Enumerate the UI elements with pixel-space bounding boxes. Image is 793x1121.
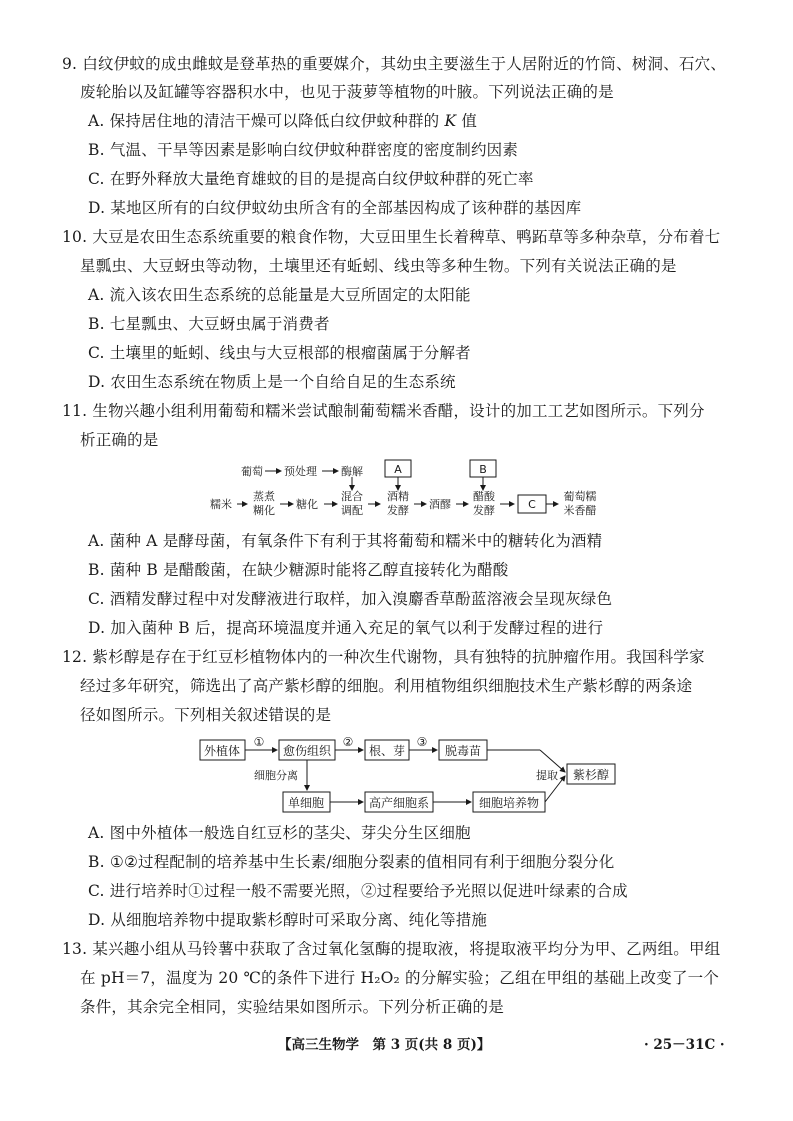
box-taxol: 紫杉醇: [572, 768, 610, 782]
q11-option-d: D. 加入菌种 B 后，提高环境温度并通入充足的氧气以利于发酵过程的进行: [88, 619, 604, 637]
label-rice: 糯米: [210, 498, 232, 511]
label-enzymolysis: 酶解: [341, 465, 363, 478]
k-symbol: K: [444, 112, 457, 130]
q11-stem-line2: 析正确的是: [80, 431, 159, 449]
label-ferment-1: 发酵: [387, 504, 409, 517]
label-blend: 调配: [341, 504, 363, 517]
box-single-cell: 单细胞: [287, 796, 325, 810]
q12-option-d: D. 从细胞培养物中提取紫杉醇时可采取分离、纯化等措施: [88, 911, 488, 929]
q11-stem-line1: 11. 生物兴趣小组利用葡萄和糯米尝试酿制葡萄糯米香醋，设计的加工工艺如图所示。下列分: [62, 402, 705, 420]
q11-option-b: B. 菌种 B 是醋酸菌，在缺少糖源时能将乙醇直接转化为醋酸: [88, 561, 509, 579]
box-high-yield-line: 高产细胞系: [368, 796, 430, 810]
q9-stem-line2: 废轮胎以及缸罐等容器积水中，也见于菠萝等植物的叶腋。下列说法正确的是: [80, 83, 614, 101]
q11-option-c: C. 酒精发酵过程中对发酵液进行取样，加入溴麝香草酚蓝溶液会呈现灰绿色: [88, 590, 613, 608]
q12-option-c: C. 进行培养时①过程一般不需要光照，②过程要给予光照以促进叶绿素的合成: [88, 882, 628, 900]
q13-stem-line1: 13. 某兴趣小组从马铃薯中获取了含过氧化氢酶的提取液，将提取液平均分为甲、乙两组。甲组: [62, 940, 721, 958]
q11-option-a: A. 菌种 A 是酵母菌，有氧条件下有利于其将葡萄和糯米中的糖转化为酒精: [88, 532, 603, 550]
label-gelatinize: 糊化: [253, 504, 275, 517]
label-mix: 混合: [341, 490, 363, 503]
box-root-bud: 根、芽: [368, 744, 406, 758]
q12-stem-line2: 经过多年研究，筛选出了高产紫杉醇的细胞。利用植物组织细胞技术生产紫杉醇的两条途: [80, 677, 693, 695]
box-cell-culture: 细胞培养物: [478, 796, 540, 810]
q9-option-a-tail: 值: [461, 112, 478, 130]
label-grape: 葡萄: [241, 465, 263, 478]
step-2-label: ②: [342, 735, 354, 749]
q10-option-a: A. 流入该农田生态系统的总能量是大豆所固定的太阳能: [88, 286, 471, 304]
label-mash: 酒醪: [429, 498, 451, 511]
page-footer-code: · 25－31C ·: [644, 1037, 725, 1053]
box-seedling: 脱毒苗: [444, 744, 482, 758]
q12-option-a: A. 图中外植体一般选自红豆杉的茎尖、芽尖分生区细胞: [88, 824, 471, 842]
box-b-label: B: [479, 463, 487, 476]
q10-option-c: C. 土壤里的蚯蚓、线虫与大豆根部的根瘤菌属于分解者: [88, 344, 471, 362]
label-saccharify: 糖化: [296, 498, 318, 511]
box-explant: 外植体: [203, 744, 241, 758]
label-steam: 蒸煮: [253, 490, 275, 503]
q13-stem-line3: 条件，其余完全相同，实验结果如图所示。下列分析正确的是: [80, 998, 504, 1016]
label-extract: 提取: [536, 769, 558, 782]
q10-option-b: B. 七星瓢虫、大豆蚜虫属于消费者: [88, 315, 330, 333]
label-product-1: 葡萄糯: [563, 490, 597, 503]
label-alcohol: 酒精: [387, 490, 409, 503]
q12-option-b: B. ①②过程配制的培养基中生长素/细胞分裂素的值相同有利于细胞分裂分化: [88, 853, 615, 871]
q12-stem-line3: 径如图所示。下列相关叙述错误的是: [80, 706, 332, 724]
box-a-label: A: [394, 463, 402, 476]
q10-option-d: D. 农田生态系统在物质上是一个自给自足的生态系统: [88, 373, 456, 391]
q12-stem-line1: 12. 紫杉醇是存在于红豆杉植物体内的一种次生代谢物，具有独特的抗肿瘤作用。我国科学家: [62, 648, 705, 666]
box-c-label: C: [528, 498, 536, 511]
step-1-label: ①: [253, 735, 265, 749]
q9-option-d: D. 某地区所有的白纹伊蚊幼虫所含有的全部基因构成了该种群的基因库: [88, 199, 582, 217]
page-footer-title: 【高三生物学 第 3 页(共 8 页)】: [278, 1037, 491, 1053]
q9-option-b: B. 气温、干旱等因素是影响白纹伊蚊种群密度的密度制约因素: [88, 141, 519, 159]
step-3-label: ③: [416, 735, 428, 749]
label-pretreat: 预处理: [284, 465, 317, 478]
q9-option-c: C. 在野外释放大量绝育雄蚊的目的是提高白纹伊蚊种群的死亡率: [88, 170, 534, 188]
q13-stem-line2: 在 pH＝7，温度为 20 ℃的条件下进行 H₂O₂ 的分解实验；乙组在甲组的基础上改变了一个: [80, 969, 720, 987]
box-callus: 愈伤组织: [282, 744, 332, 758]
label-acetic: 醋酸: [473, 490, 495, 503]
label-product-2: 米香醋: [563, 504, 597, 517]
q10-stem-line2: 星瓢虫、大豆蚜虫等动物，土壤里还有蚯蚓、线虫等多种生物。下列有关说法正确的是: [80, 257, 677, 275]
q9-stem-line1: 9. 白纹伊蚊的成虫雌蚊是登革热的重要媒介，其幼虫主要滋生于人居附近的竹筒、树洞、石穴、: [62, 55, 727, 73]
label-ferment-2: 发酵: [473, 504, 495, 517]
q9-option-a-text: A. 保持居住地的清洁干燥可以降低白纹伊蚊种群的: [88, 112, 440, 130]
q10-stem-line1: 10. 大豆是农田生态系统重要的粮食作物，大豆田里生长着稗草、鸭跖草等多种杂草，分布着七: [62, 228, 721, 246]
label-cell-separation: 细胞分离: [254, 769, 298, 782]
